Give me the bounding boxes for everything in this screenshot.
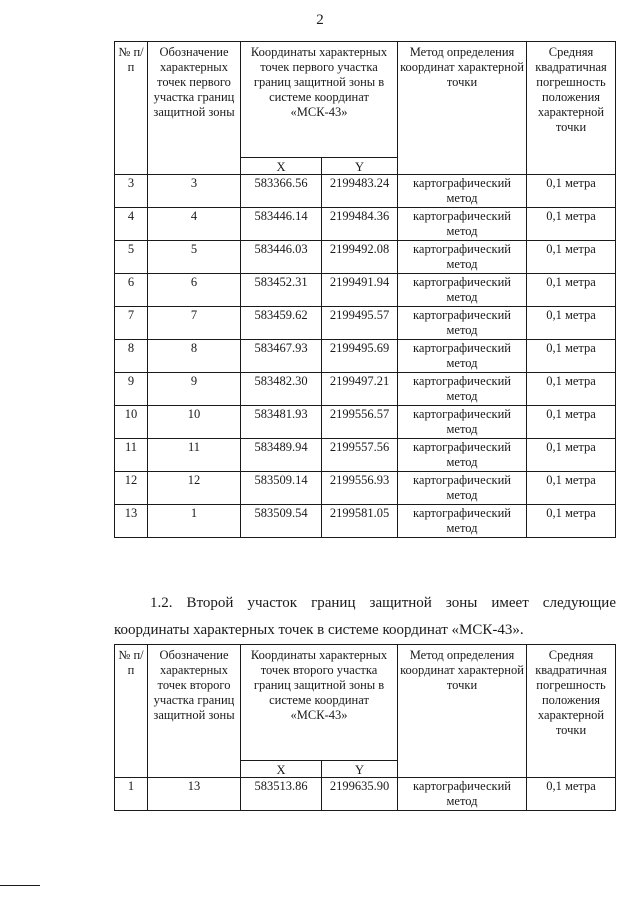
accuracy-cell: 0,1 метра bbox=[527, 175, 616, 208]
point-designation: 1 bbox=[148, 505, 241, 538]
method-cell: картографический метод bbox=[398, 274, 527, 307]
point-designation: 8 bbox=[148, 340, 241, 373]
table-row bbox=[115, 406, 616, 439]
accuracy-cell: 0,1 метра bbox=[527, 373, 616, 406]
accuracy-cell: 0,1 метра bbox=[527, 241, 616, 274]
method-header: Метод определения координат характерной точки bbox=[398, 42, 527, 175]
footer-rule bbox=[0, 885, 40, 886]
table-row bbox=[115, 175, 616, 208]
method-cell: картографический метод bbox=[398, 439, 527, 472]
method-cell: картографический метод bbox=[398, 241, 527, 274]
table-row bbox=[115, 472, 616, 505]
method-cell: картографический метод bbox=[398, 340, 527, 373]
table-header-row bbox=[115, 645, 616, 761]
table-header-row bbox=[115, 42, 616, 158]
y-coordinate: 2199581.05 bbox=[322, 505, 398, 538]
table-row bbox=[115, 340, 616, 373]
method-header: Метод определения координат характерной точки bbox=[398, 645, 527, 778]
y-coordinate: 2199557.56 bbox=[322, 439, 398, 472]
table-row bbox=[115, 505, 616, 538]
x-coordinate: 583482.30 bbox=[241, 373, 322, 406]
row-number: 1 bbox=[115, 778, 148, 811]
x-coordinate: 583452.31 bbox=[241, 274, 322, 307]
table-row bbox=[115, 274, 616, 307]
section-intro-line-2: координаты характерных точек в системе координат «МСК-43». bbox=[114, 622, 524, 638]
point-designation: 13 bbox=[148, 778, 241, 811]
section-intro-line-1: 1.2. Второй участок границ защитной зоны имеет следующие bbox=[150, 595, 616, 611]
point-designation: 3 bbox=[148, 175, 241, 208]
point-designation: 10 bbox=[148, 406, 241, 439]
accuracy-cell: 0,1 метра bbox=[527, 340, 616, 373]
accuracy-cell: 0,1 метра bbox=[527, 208, 616, 241]
accuracy-cell: 0,1 метра bbox=[527, 505, 616, 538]
row-number: 6 bbox=[115, 274, 148, 307]
y-coordinate: 2199484.36 bbox=[322, 208, 398, 241]
num-header: № п/п bbox=[115, 645, 148, 778]
designation-header: Обозначение характерных точек первого участка границ защитной зоны bbox=[148, 42, 241, 175]
x-coordinate: 583509.54 bbox=[241, 505, 322, 538]
accuracy-cell: 0,1 метра bbox=[527, 274, 616, 307]
accuracy-cell: 0,1 метра bbox=[527, 406, 616, 439]
y-coordinate: 2199556.57 bbox=[322, 406, 398, 439]
x-header: X bbox=[241, 761, 322, 778]
row-number: 4 bbox=[115, 208, 148, 241]
x-coordinate: 583446.14 bbox=[241, 208, 322, 241]
method-cell: картографический метод bbox=[398, 175, 527, 208]
x-coordinate: 583489.94 bbox=[241, 439, 322, 472]
table-row bbox=[115, 307, 616, 340]
row-number: 10 bbox=[115, 406, 148, 439]
method-cell: картографический метод bbox=[398, 208, 527, 241]
y-coordinate: 2199497.21 bbox=[322, 373, 398, 406]
accuracy-cell: 0,1 метра bbox=[527, 439, 616, 472]
x-coordinate: 583366.56 bbox=[241, 175, 322, 208]
point-designation: 12 bbox=[148, 472, 241, 505]
x-coordinate: 583481.93 bbox=[241, 406, 322, 439]
row-number: 12 bbox=[115, 472, 148, 505]
table-1-body bbox=[115, 175, 616, 538]
y-header: Y bbox=[322, 158, 398, 175]
y-coordinate: 2199492.08 bbox=[322, 241, 398, 274]
coordinates-table-part-2 bbox=[114, 644, 616, 811]
table-row bbox=[115, 241, 616, 274]
y-header: Y bbox=[322, 761, 398, 778]
coordinates-header: Координаты характерных точек первого участка границ защитной зоны в системе координат «МСК-43» bbox=[241, 42, 398, 158]
row-number: 8 bbox=[115, 340, 148, 373]
table-row bbox=[115, 439, 616, 472]
row-number: 7 bbox=[115, 307, 148, 340]
accuracy-header: Средняя квадратичная погрешность положения характерной точки bbox=[527, 42, 616, 175]
method-cell: картографический метод bbox=[398, 373, 527, 406]
point-designation: 7 bbox=[148, 307, 241, 340]
y-coordinate: 2199491.94 bbox=[322, 274, 398, 307]
point-designation: 9 bbox=[148, 373, 241, 406]
row-number: 9 bbox=[115, 373, 148, 406]
x-coordinate: 583446.03 bbox=[241, 241, 322, 274]
y-coordinate: 2199556.93 bbox=[322, 472, 398, 505]
point-designation: 6 bbox=[148, 274, 241, 307]
method-cell: картографический метод bbox=[398, 505, 527, 538]
table-row bbox=[115, 778, 616, 811]
accuracy-cell: 0,1 метра bbox=[527, 472, 616, 505]
coordinates-header: Координаты характерных точек второго участка границ защитной зоны в системе координат «МСК-43» bbox=[241, 645, 398, 761]
accuracy-cell: 0,1 метра bbox=[527, 307, 616, 340]
row-number: 3 bbox=[115, 175, 148, 208]
point-designation: 11 bbox=[148, 439, 241, 472]
x-coordinate: 583459.62 bbox=[241, 307, 322, 340]
table-row bbox=[115, 208, 616, 241]
page-number: 2 bbox=[316, 12, 324, 28]
point-designation: 4 bbox=[148, 208, 241, 241]
table-2-body bbox=[115, 778, 616, 811]
designation-header: Обозначение характерных точек второго участка границ защитной зоны bbox=[148, 645, 241, 778]
x-coordinate: 583513.86 bbox=[241, 778, 322, 811]
y-coordinate: 2199483.24 bbox=[322, 175, 398, 208]
method-cell: картографический метод bbox=[398, 472, 527, 505]
method-cell: картографический метод bbox=[398, 307, 527, 340]
accuracy-cell: 0,1 метра bbox=[527, 778, 616, 811]
row-number: 13 bbox=[115, 505, 148, 538]
y-coordinate: 2199495.69 bbox=[322, 340, 398, 373]
method-cell: картографический метод bbox=[398, 778, 527, 811]
x-coordinate: 583509.14 bbox=[241, 472, 322, 505]
coordinates-table-part-1 bbox=[114, 41, 616, 538]
y-coordinate: 2199495.57 bbox=[322, 307, 398, 340]
accuracy-header: Средняя квадратичная погрешность положения характерной точки bbox=[527, 645, 616, 778]
row-number: 11 bbox=[115, 439, 148, 472]
x-header: X bbox=[241, 158, 322, 175]
point-designation: 5 bbox=[148, 241, 241, 274]
x-coordinate: 583467.93 bbox=[241, 340, 322, 373]
num-header: № п/п bbox=[115, 42, 148, 175]
table-row bbox=[115, 373, 616, 406]
row-number: 5 bbox=[115, 241, 148, 274]
y-coordinate: 2199635.90 bbox=[322, 778, 398, 811]
method-cell: картографический метод bbox=[398, 406, 527, 439]
